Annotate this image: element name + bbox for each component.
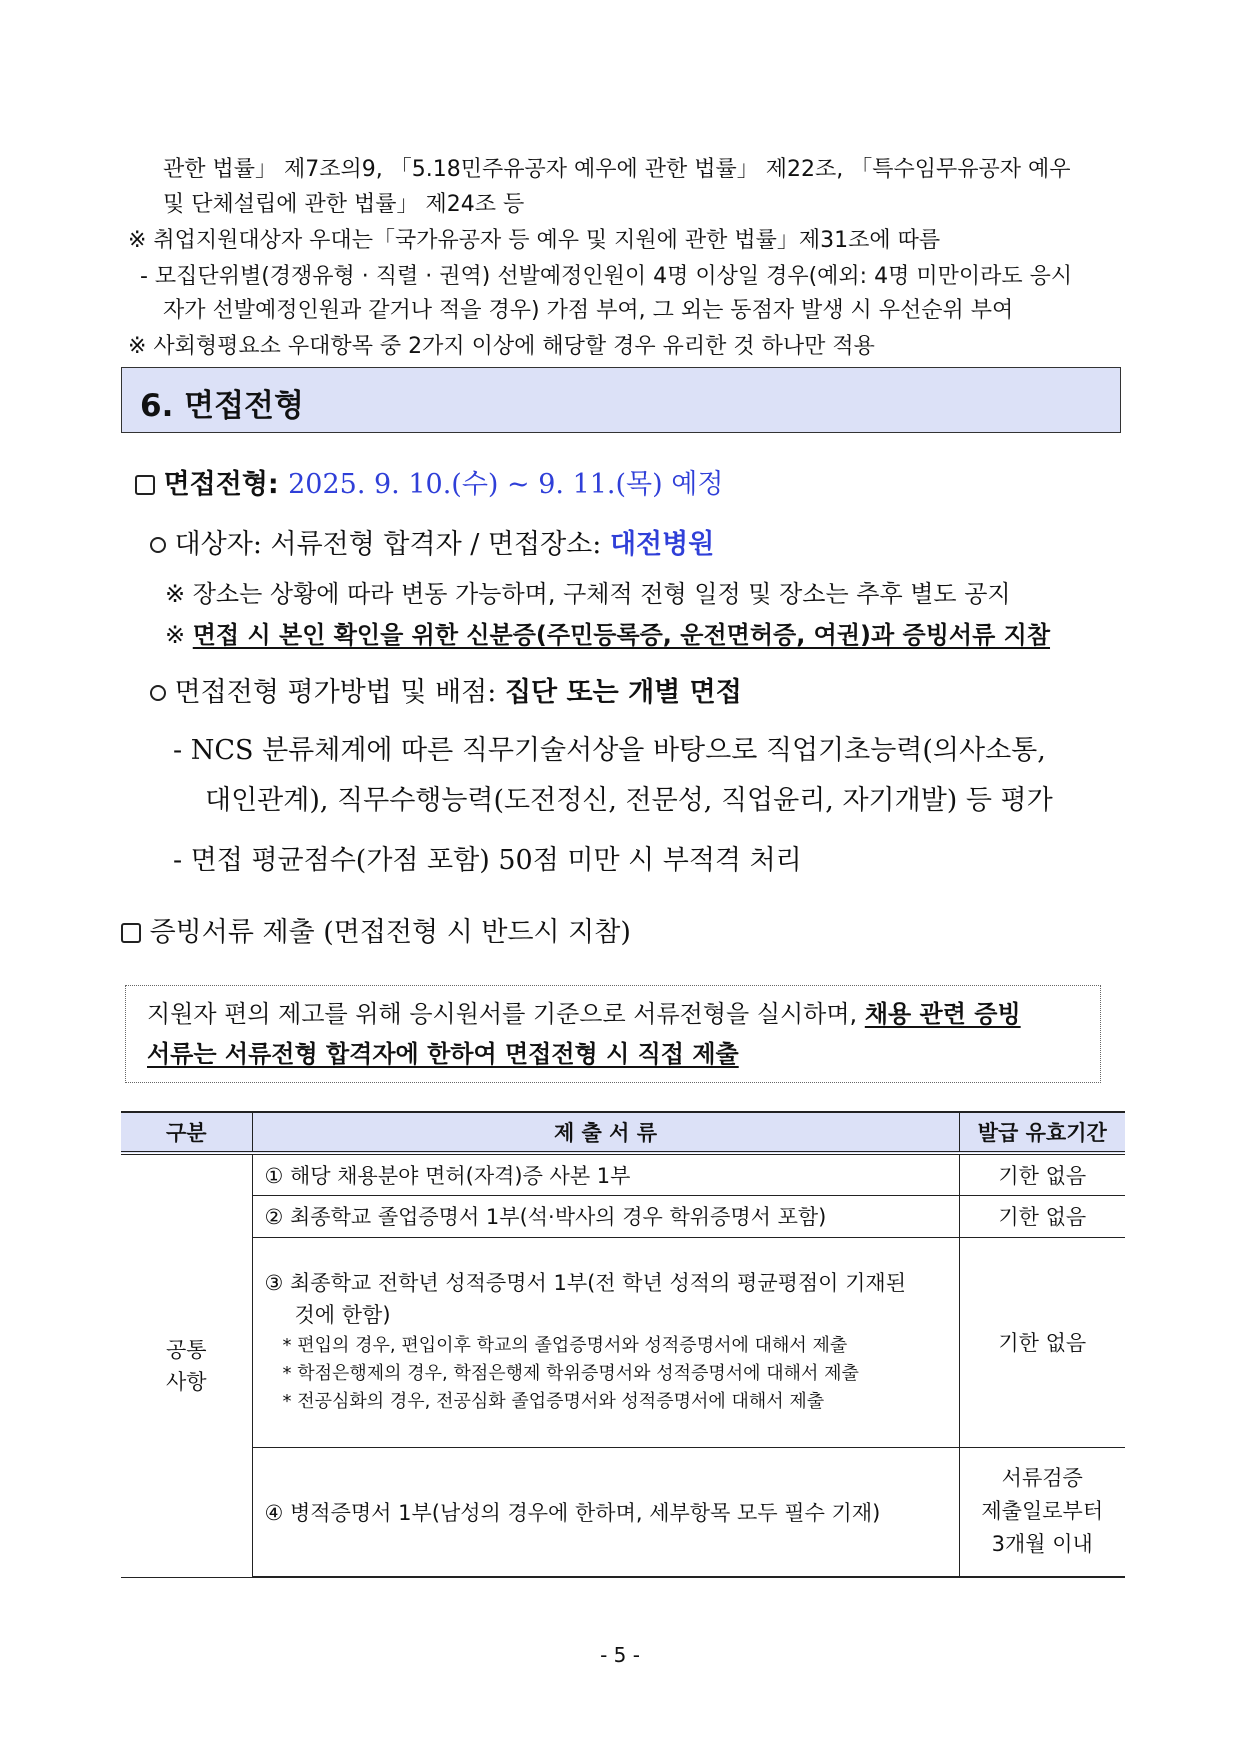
col-header-validity: 발급 유효기간 [959,1112,1125,1153]
ncs-line-1: - NCS 분류체계에 따른 직무기술서상을 바탕으로 직업기초능력(의사소통, [173,735,1046,766]
category-common: 공통 사항 [165,1337,207,1394]
note-employment-support: ※ 취업지원대상자 우대는「국가유공자 등 예우 및 지원에 관한 법률」제31조에 따름 [128,228,941,253]
documents-notice-box [125,985,1101,1083]
documents-heading-line [121,910,631,949]
note-place-change: ※ 장소는 상황에 따라 변동 가능하며, 구체적 전형 일정 및 장소는 추후 별도 공지 [165,580,1011,608]
validity-line: 제출일로부터 [981,1499,1104,1524]
doc-note: * 편입의 경우, 편입이후 학교의 졸업증명서와 성적증명서에 대해서 제출 [282,1335,848,1356]
validity-line: 3개월 이내 [991,1532,1093,1557]
notice-bold-1: 채용 관련 증빙 [864,1000,1021,1028]
category-cell [121,1153,252,1577]
table-header-row [121,1112,1125,1153]
doc-cell: ① 해당 채용분야 면허(자격)증 사본 1부 [252,1153,959,1195]
col-header-category: 구분 [121,1112,252,1153]
note-id-text: 면접 시 본인 확인을 위한 신분증(주민등록증, 운전면허증, 여권)과 증빙서류 지참 [192,621,1051,649]
validity-cell: 기한 없음 [959,1195,1125,1237]
target-label: 대상자: 서류전형 합격자 / 면접장소: [174,529,610,560]
page-number: - 5 - [600,1643,640,1667]
interview-method: 집단 또는 개별 면접 [504,677,742,708]
note-social-equity: ※ 사회형평요소 우대항목 중 2가지 이상에 해당할 경우 유리한 것 하나만 적용 [128,334,875,359]
dash-bonus-points-cont: 자가 선발예정인원과 같거나 적을 경우) 가점 부여, 그 외는 동점자 발생 시 우선순위 부여 [163,298,1014,323]
documents-heading: 증빙서류 제출 (면접전형 시 반드시 지참) [149,917,631,948]
doc-cell: ② 최종학교 졸업증명서 1부(석·박사의 경우 학위증명서 포함) [252,1195,959,1237]
validity-cell: 기한 없음 [959,1237,1125,1447]
interview-label: 면접전형: [163,469,289,500]
ncs-line-2: 대인관계), 직무수행능력(도전정신, 전문성, 직업윤리, 자기개발) 등 평가 [205,785,1053,816]
doc-cell: ④ 병적증명서 1부(남성의 경우에 한하며, 세부항목 모두 필수 기재) [252,1447,959,1577]
doc-note: * 전공심화의 경우, 전공심화 졸업증명서와 성적증명서에 대해서 제출 [282,1391,825,1412]
validity-cell: 기한 없음 [959,1153,1125,1195]
notice-line-2: 서류는 서류전형 합격자에 한하여 면접전형 시 직접 제출 [147,1040,739,1068]
interview-schedule: 2025. 9. 10.(수) ~ 9. 11.(목) 예정 [288,469,724,500]
interview-place: 대전병원 [609,529,715,560]
notice-line-1 [147,994,1021,1029]
note-mark: ※ [165,621,193,649]
interview-method-line [150,670,742,709]
circle-bullet-icon [150,685,166,701]
interview-target-line [150,522,714,561]
documents-table [121,1111,1125,1578]
checkbox-icon [135,475,155,495]
doc-cell [252,1237,959,1447]
doc-note: * 학점은행제의 경우, 학점은행제 학위증명서와 성적증명서에 대해서 제출 [282,1363,859,1384]
checkbox-icon [121,923,141,943]
validity-cell [959,1447,1125,1577]
interview-schedule-line [135,462,723,501]
table-row [121,1195,1125,1237]
table-row [121,1447,1125,1577]
score-line: - 면접 평균점수(가점 포함) 50점 미만 시 부적격 처리 [173,845,802,876]
section-title: 6. 면접전형 [140,388,304,424]
continuation-line-1: 관한 법률」 제7조의9, 「5.18민주유공자 예우에 관한 법률」 제22조, 「특수임무유공자 예우 [163,157,1071,182]
section-heading [121,367,1121,433]
note-id-required [165,615,1050,650]
continuation-line-2: 및 단체설립에 관한 법률」 제24조 등 [163,192,525,217]
doc-text-cont: 것에 한함) [294,1303,391,1327]
circle-bullet-icon [150,537,166,553]
validity-line: 서류검증 [1001,1466,1083,1491]
method-label: 면접전형 평가방법 및 배점: [174,677,505,708]
table-row [121,1237,1125,1447]
col-header-documents: 제 출 서 류 [252,1112,959,1153]
table-row [121,1153,1125,1195]
dash-bonus-points: - 모집단위별(경쟁유형 · 직렬 · 권역) 선발예정인원이 4명 이상일 경우(예외: 4명 미만이라도 응시 [140,264,1073,289]
doc-text: ③ 최종학교 전학년 성적증명서 1부(전 학년 성적의 평균평점이 기재된 [264,1271,907,1295]
notice-text: 지원자 편의 제고를 위해 응시원서를 기준으로 서류전형을 실시하며, [147,1000,865,1028]
